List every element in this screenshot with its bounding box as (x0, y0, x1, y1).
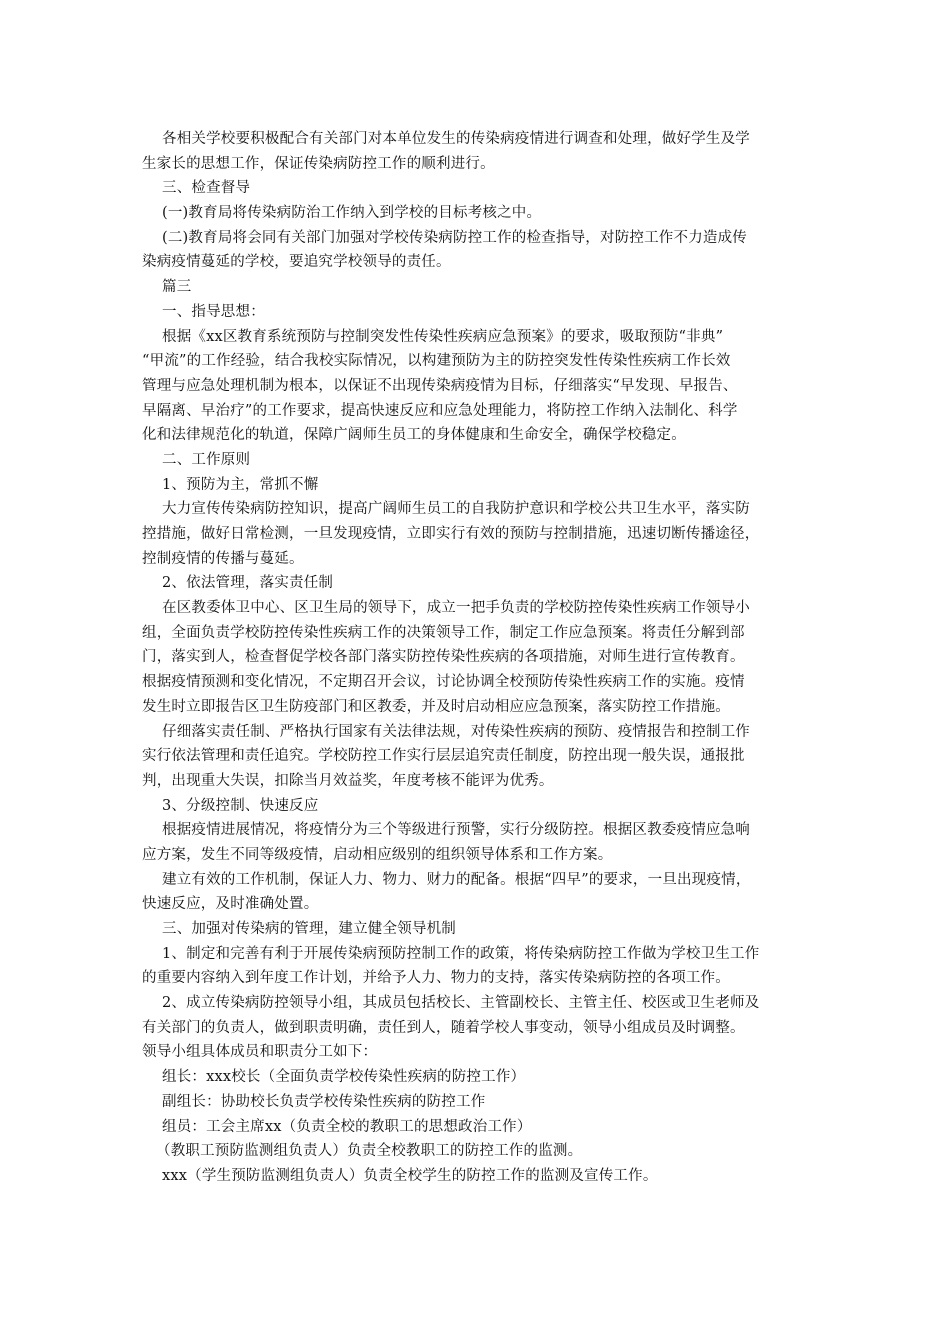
text-line: 应方案，发生不同等级疫情，启动相应级别的组织领导体系和工作方案。 (142, 846, 613, 863)
text-line: （教职工预防监测组负责人）负责全校教职工的防控工作的监测。 (156, 1143, 583, 1160)
text-line: 1、预防为主，常抓不懈 (162, 476, 319, 493)
text-line: 组员：工会主席xx（负责全校的教职工的思想政治工作） (162, 1118, 532, 1135)
text-line: 2、依法管理，落实责任制 (162, 575, 334, 592)
text-line: (二)教育局将会同有关部门加强对学校传染病防控工作的检查指导，对防控工作不力造成传 (162, 229, 748, 246)
text-line: 管理与应急处理机制为根本，以保证不出现传染病疫情为目标，仔细落实“早发现、早报告、 (142, 377, 738, 394)
text-line: 副组长：协助校长负责学校传染性疾病的防控工作 (162, 1093, 486, 1110)
text-line: 根据疫情预测和变化情况，不定期召开会议，讨论协调全校预防传染性疾病工作的实施。疫情 (142, 674, 745, 691)
text-line: 三、加强对传染病的管理，建立健全领导机制 (162, 921, 456, 937)
text-line: 染病疫情蔓延的学校，要追究学校领导的责任。 (142, 254, 451, 271)
text-line: 3、分级控制、快速反应 (162, 797, 319, 814)
text-line: 控制疫情的传播与蔓延。 (142, 550, 304, 567)
text-line: 组，全面负责学校防控传染性疾病工作的决策领导工作，制定工作应急预案。将责任分解到部 (142, 624, 745, 641)
text-line: 组长：xxx校长（全面负责学校传染性疾病的防控工作） (162, 1069, 526, 1086)
text-line: 的重要内容纳入到年度工作计划，并给予人力、物力的支持，落实传染病防控的各项工作。 (142, 970, 730, 987)
text-line: 有关部门的负责人，做到职责明确，责任到人，随着学校人事变动，领导小组成员及时调整。 (142, 1019, 745, 1036)
text-line: 实行依法管理和责任追究。学校防控工作实行层层追究责任制度，防控出现一般失误，通报批 (142, 748, 745, 765)
text-line: 领导小组具体成员和职责分工如下： (142, 1044, 378, 1061)
text-line: 化和法律规范化的轨道，保障广阔师生员工的身体健康和生命安全，确保学校稳定。 (142, 427, 686, 444)
text-line: 各相关学校要积极配合有关部门对本单位发生的传染病疫情进行调查和处理，做好学生及学 (162, 131, 750, 147)
text-line: 根据疫情进展情况，将疫情分为三个等级进行预警，实行分级防控。根据区教委疫情应急响 (162, 822, 750, 839)
text-line: 篇三 (162, 279, 192, 296)
text-line: 仔细落实责任制、严格执行国家有关法律法规，对传染性疾病的预防、疫情报告和控制工作 (162, 723, 750, 740)
text-line: 1、制定和完善有利于开展传染病预防控制工作的政策，将传染病防控工作做为学校卫生工作 (162, 945, 760, 962)
text-line: 发生时立即报告区卫生防疫部门和区教委，并及时启动相应应急预案，落实防控工作措施。 (142, 698, 730, 715)
text-line: 三、检查督导 (162, 180, 251, 197)
text-line: 早隔离、早治疗”的工作要求，提高快速反应和应急处理能力，将防控工作纳入法制化、科学 (142, 402, 738, 419)
text-line: 门，落实到人，检查督促学校各部门落实防控传染性疾病的各项措施，对师生进行宣传教育。 (142, 649, 745, 666)
text-line: 大力宣传传染病防控知识，提高广阔师生员工的自我防护意识和学校公共卫生水平，落实防 (162, 501, 750, 518)
text-line: 二、工作原则 (162, 451, 251, 468)
text-line: 快速反应，及时准确处置。 (142, 896, 319, 913)
text-line: 在区教委体卫中心、区卫生局的领导下，成立一把手负责的学校防控传染性疾病工作领导小 (162, 600, 750, 617)
text-line: “甲流”的工作经验，结合我校实际情况，以构建预防为主的防控突发性传染性疾病工作长效 (142, 353, 731, 370)
text-line: 判，出现重大失误，扣除当月效益奖，年度考核不能评为优秀。 (142, 772, 554, 789)
text-line: 2、成立传染病防控领导小组，其成员包括校长、主管副校长、主管主任、校医或卫生老师及 (162, 995, 760, 1012)
document-body (142, 127, 810, 1189)
text-line: 建立有效的工作机制，保证人力、物力、财力的配备。根据“四早”的要求，一旦出现疫情， (162, 871, 751, 888)
text-line: 一、指导思想： (162, 303, 265, 320)
text-line: 控措施，做好日常检测，一旦发现疫情，立即实行有效的预防与控制措施，迅速切断传播途径， (142, 526, 760, 542)
text-line: 生家长的思想工作，保证传染病防控工作的顺利进行。 (142, 155, 495, 172)
text-line: xxx（学生预防监测组负责人）负责全校学生的防控工作的监测及宣传工作。 (162, 1167, 658, 1184)
text-line: 根据《xx区教育系统预防与控制突发性传染性疾病应急预案》的要求，吸取预防“非典” (162, 328, 724, 345)
text-line: (一)教育局将传染病防治工作纳入到学校的目标考核之中。 (162, 205, 542, 222)
